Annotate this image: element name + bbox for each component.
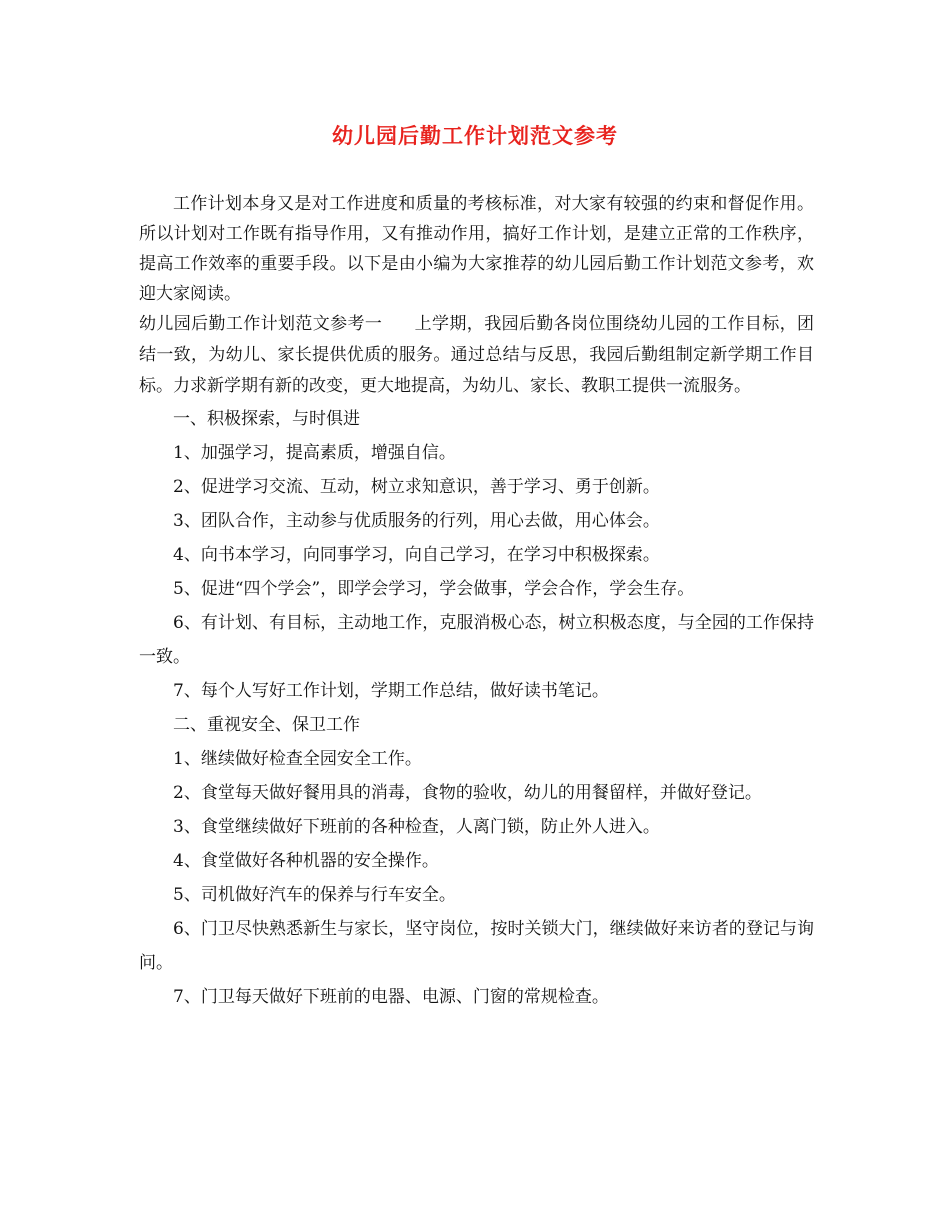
section-lead-text: 上学期，我园后勤各岗位围绕幼儿园的工作目标，团结一致，为幼儿、家长提供优质的服务。通过总结与反思，我园后勤组制定新学期工作目标。力求新学期有新的改变，更大地提高，为幼儿、家长、教职工提供一流服务。 [139, 314, 814, 396]
list-item: 4、向书本学习，向同事学习，向自己学习，在学习中积极探索。 [173, 545, 660, 565]
list-item: 5、促进“四个学会”，即学会学习，学会做事，学会合作，学会生存。 [173, 579, 695, 599]
document-title: 幼儿园后勤工作计划范文参考 [332, 123, 618, 148]
list-item: 2、促进学习交流、互动，树立求知意识，善于学习、勇于创新。 [173, 477, 660, 497]
heading-explore: 一、积极探索，与时俱进 [173, 409, 360, 429]
list-item: 3、团队合作，主动参与优质服务的行列，用心去做，用心体会。 [173, 511, 660, 531]
list-item: 1、加强学习，提高素质，增强自信。 [173, 443, 456, 463]
section-heading: 幼儿园后勤工作计划范文参考一 [139, 314, 383, 334]
list-item: 7、每个人写好工作计划，学期工作总结，做好读书笔记。 [173, 681, 609, 701]
list-item: 5、司机做好汽车的保养与行车安全。 [173, 885, 456, 905]
list-item: 6、门卫尽快熟悉新生与家长，坚守岗位，按时关锁大门，继续做好来访者的登记与询问。 [139, 919, 814, 973]
list-item: 3、食堂继续做好下班前的各种检查，人离门锁，防止外人进入。 [173, 817, 660, 837]
list-item: 2、食堂每天做好餐用具的消毒，食物的验收，幼儿的用餐留样，并做好登记。 [173, 783, 762, 803]
document-body [139, 189, 814, 1014]
intro-paragraph: 工作计划本身又是对工作进度和质量的考核标准，对大家有较强的约束和督促作用。所以计划对工作既有指导作用，又有推动作用，搞好工作计划，是建立正常的工作秩序，提高工作效率的重要手段。以下是由小编为大家推荐的幼儿园后勤工作计划范文参考，欢迎大家阅读。 [139, 194, 814, 304]
list-item: 6、有计划、有目标，主动地工作，克服消极心态，树立积极态度，与全园的工作保持一致。 [139, 613, 814, 667]
list-item: 4、食堂做好各种机器的安全操作。 [173, 851, 439, 871]
list-item: 1、继续做好检查全园安全工作。 [173, 749, 422, 769]
list-item: 7、门卫每天做好下班前的电器、电源、门窗的常规检查。 [173, 987, 609, 1007]
section-lead-paragraph [139, 309, 814, 402]
heading-safety: 二、重视安全、保卫工作 [173, 715, 360, 735]
